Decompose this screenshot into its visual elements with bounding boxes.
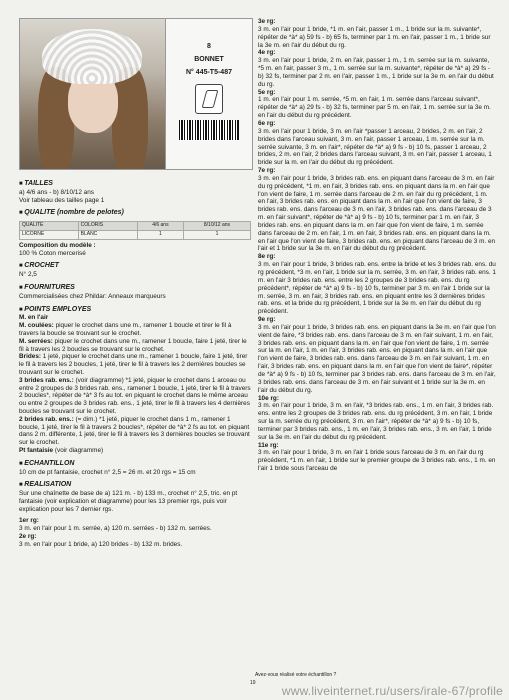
stitch-text: (voir diagramme): [53, 446, 104, 454]
stitch-entry: [19, 338, 251, 354]
stitch-entry: [19, 322, 251, 338]
row-text: 3 m. en l'air pour 1 bride, a) 120 brides - b) 132 m. brides.: [19, 540, 183, 548]
tailles-line: Voir tableau des tailles page 1: [19, 196, 105, 204]
row-label: 6e rg:: [258, 119, 276, 127]
row-label: 11e rg:: [258, 441, 279, 449]
table-cell: COLORIS: [78, 222, 137, 231]
pattern-info-box: [165, 18, 253, 170]
table-cell: 1: [183, 230, 250, 239]
stitch-entry: [19, 353, 251, 376]
row-text: 3 m. en l'air pour 1 bride, *1 m. en l'air, passer 1 m., 1 bride sur la m. suivante*, répéter de *à* a) 59 fs - b) 65 fs, terminer par 1 m. en l'air, passer 1 m., 1 bride sur la 3e m. en l'air du début du rg.: [258, 25, 491, 49]
page-number: 19: [250, 680, 256, 686]
row-label: 5e rg:: [258, 88, 276, 96]
section-realisation: ■ REALISATION: [19, 481, 251, 490]
stitch-text: piquer le crochet dans une m., ramener 1 boucle, faire 1 jeté, tirer le fil à travers les 2 boucles se trouvant sur le crochet.: [19, 337, 247, 353]
realisation-text: Sur une chaînette de base de a) 121 m. - b) 133 m., crochet n° 2,5, tric. en pt fantaisie (voir explication et diagramme) pour les 13 premier rgs, puis voir explication pour les 7 dernier rgs.: [19, 490, 238, 513]
table-row: [20, 230, 251, 239]
row-text: 3 m. en l'air pour 1 bride, 3 m. en l'air *passer 1 arceau, 2 brides, 2 m. en l'air, 2 brides dans l'arceau suivant, 3 m. en l'air, passer 1 arceau, 1 m. serrée sur la m. serrée suivante, 3 m. en l'air*, répéter de *à* a) 9 fs - b) 10 fs, passer 1 arceau, 2 brides, 2 m. en l'air, 2 brides dans l'arceau suivant, 3 m. en l'air, passer 1 arceau, 1 bride sur la m. en l'air du début du rg précédent.: [258, 127, 492, 167]
table-cell: 8/10/12 ans: [183, 222, 250, 231]
row-text: 3 m. en l'air pour 1 bride, 2 m. en l'air, passer 1 m., 1 m. serrée sur la m. suivante, *5 m. en l'air, passer 3 m., 1 m. serrée sur la m. suivante*, répéter de *à* a) 29 fs - b) 32 fs, terminer par 2 m. en l'air, passer 1 m., 1 bride sur la 3e m. en l'air du début du rg.: [258, 57, 494, 88]
stitch-text: (voir diagramme) *1 jeté, piquer le crochet dans 1 arceau ou entre 2 groupes de 3 brides rab. ens., ramener 1 boucle, 1 jeté, tirer le fil à travers 2 boucles*, répéter de *à* 3 fs au tot. en piquant le crochet dans le même arceau ou entre 2 groupes de 3 brides rab. ens., 1 jeté, tirer le fil à travers les 4 dernières boucles se trouvant sur le crochet.: [19, 376, 251, 415]
left-column: [19, 175, 251, 549]
section-echantillon: ■ ECHANTILLON: [19, 460, 251, 469]
row-instruction: [258, 167, 496, 253]
section-qualite: ■ QUALITE (nombre de pelotes): [19, 209, 251, 218]
footer-question: Avez-vous réalisé votre échantillon ?: [255, 672, 337, 678]
row-text: 1 m. en l'air pour 1 m. serrée, *5 m. en l'air, 1 m. serrée dans l'arceau suivant*, répéter de *à* a) 29 fs - b) 32 fs, terminer par 5 m. en l'air, 1 m. serrée sur la 3e m. en l'air du début du rg précédent.: [258, 96, 491, 120]
row-text: 3 m. en l'air pour 1 bride, 3 m. en l'air, *3 brides rab. ens., 1 m. en l'air, 3 brides rab. ens. entre les 2 groupes de 3 brides rab. ens. du rg précédent, 3 m. en l'air, 1 bride sur la m. serrée du rg précédent, 3 m. en l'air*, répéter de *à* a) 9 fs - b) 10 fs, terminer par 3 brides rab. ens., 1 m. en l'air, 3 brides rab. ens., 3 m. en l'air, 1 bride sur la 3e m. en l'air du début du rg précédent.: [258, 402, 494, 441]
stitch-name: M. coulées:: [19, 322, 54, 330]
model-photo: [19, 18, 167, 170]
echantillon-text: 10 cm de pt fantaisie, crochet n° 2,5 = 26 m. et 20 rgs = 15 cm: [19, 468, 196, 476]
yarn-quantity-table: [19, 221, 251, 240]
row-label: 3e rg:: [258, 18, 276, 25]
photo-hair-right: [112, 67, 148, 170]
row-instruction: [258, 442, 496, 473]
row-label: 8e rg:: [258, 253, 276, 261]
row-text: 3 m. en l'air pour 1 bride, 3 brides rab. ens. en piquant dans l'arceau de 3 m. en l'air du rg précédent, *1 m. en l'air, 3 brides rab. ens. en piquant dans la m. en l'air que l'on vient de faire, 1 m. serrée dans l'arceau de 2 m. en l'air du rg précédent, 1 m. en l'air, 3 brides rab. ens. en piquant dans la m. en l'air que l'on vient de faire, 3 brides rab. ens. dans l'arceau de 3 m. en l'air, 3 brides rab. ens. dans l'arceau de 3 m. en l'air suivant*, répéter de *à* a) 9 fs - b) 10 fs, terminer par 1 m. en l'air, 3 brides rab. ens. en piquant dans la m. en l'air que l'on vient de faire, 1 m. serrée dans l'arceau de 2 m. en l'air, 1 m. en l'air, 3 brides rab. ens. en piquant dans la m. en l'air que l'on vient de faire, 3 brides rab. ens. en piquant dans l'arceau de 3 m. en l'air et 1 bride sur la 3e m. en l'air du début du rg précédent.: [258, 174, 496, 253]
pattern-reference: N° 445-T5-487: [186, 69, 232, 76]
row-label: 1er rg:: [19, 517, 39, 525]
stitch-name: M. serrées:: [19, 337, 53, 345]
stitch-name: Brides:: [19, 353, 42, 361]
row-instruction: [258, 89, 496, 120]
stitch-text: 1 jeté, piquer le crochet dans une m., ramener 1 boucle, faire 1 jeté, tirer le fil à travers les 2 boucles, 1 jeté, tirer le fil à travers les 2 dernières boucles se trouvant sur le crochet.: [19, 353, 248, 376]
row-label: 4e rg:: [258, 49, 276, 57]
table-cell: 4/6 ans: [137, 222, 183, 231]
crochet-hook-icon: [195, 84, 223, 114]
row-text: 3 m. en l'air pour 1 bride, 3 brides rab. ens. en piquant dans la 3e m. en l'air que l'on vient de faire, *3 brides rab. ens. dans l'arceau de 3 m. en l'air suivant, 1 m. en l'air, 3 brides rab. ens. en piquant dans la m. en l'air que l'on vient de faire, 1 m. serrée sur la m. en l'air, 1 m. en l'air, 3 brides rab. ens. en piquant dans la m. en l'air que l'on vient de faire, 3 brides rab. ens. dans l'arceau de 3 m. en l'air suivant, 1 m. en l'air, 3 brides rab. ens. en piquant dans la m. en l'air que l'on vient de faire*, répéter de *à* a) 9 fs - b) 10 fs, terminer par 3 brides rab. ens. dans l'arceau de 3 m. en l'air, 3 brides rab. ens. dans l'arceau de 3 m. en l'air suivant et 1 bride sur la 3e m. en l'air du début du rg.: [258, 323, 496, 394]
row-text: 3 m. en l'air pour 1 m. serrée, a) 120 m. serrées - b) 132 m. serrées.: [19, 525, 212, 533]
row-label: 7e rg:: [258, 167, 276, 175]
stitch-entry: [19, 377, 251, 416]
section-crochet: ■ CROCHET: [19, 262, 251, 271]
stitch-name: Pt fantaisie: [19, 446, 54, 454]
row-instruction: [19, 517, 251, 533]
row-instruction: [258, 49, 496, 88]
row-instruction: [258, 253, 496, 316]
pattern-number: 8: [207, 43, 211, 50]
composition-title: Composition du modèle :: [19, 241, 96, 249]
table-cell: QUALITE: [20, 222, 79, 231]
stitch-text: (= dim.) *1 jeté, piquer le crochet dans 1 m., ramener 1 boucle, 1 jeté, tirer le fil à travers 2 boucles*, répéter de *à* 2 fs au tot. en piquant dans 2 m. différente, 1 jeté, tirer le fil à travers les 3 dernières boucles se trouvant sur le crochet.: [19, 415, 250, 447]
barcode-icon: [179, 120, 239, 140]
composition-text: 100 % Coton mercerisé: [19, 249, 86, 257]
row-instruction: [19, 533, 251, 549]
row-label: 10e rg:: [258, 394, 279, 402]
stitch-name: M. en l'air: [19, 314, 49, 322]
photo-bonnet: [42, 29, 142, 84]
row-instruction: [258, 18, 496, 49]
row-text: 3 m. en l'air pour 1 bride, 3 brides rab. ens. entre la bride et les 3 brides rab. ens. du rg précédent, *3 m. en l'air, 1 bride sur la m. serrée, 3 m. en l'air, 3 brides rab. ens. 1 m. en l'air 3 brides rab. ens. entre les 2 groupes de 3 brides rab. ens. du rg précédent*, répéter de *à* a) 9 fs - b) 10 fs, terminer par 3 m. en l'air 1 bride sur la m. serrée, 3 m. en l'air, 3 brides rab. ens. en piquant entre les 3 dernières brides rab. ens. et la bride du rg précédent, 1 bride sur la 3e m. en l'air du début du rg précédent.: [258, 261, 496, 316]
stitch-name: 3 brides rab. ens.:: [19, 376, 74, 384]
row-text: 3 m. en l'air pour 1 bride, 3 m. en l'air 1 bride sous l'arceau de 3 m. en l'air du rg précédent, *1 m. en l'air, 1 bride sur le premier groupe de 3 brides rab. ens., 1 m. en l'air 1 bride sous l'arceau de: [258, 449, 496, 473]
stitch-entry: [19, 447, 251, 455]
table-cell: BLANC: [78, 230, 137, 239]
row-instruction: [258, 316, 496, 394]
row-label: 9e rg:: [258, 316, 276, 324]
pattern-title: BONNET: [194, 56, 224, 63]
section-points: ■ POINTS EMPLOYES: [19, 306, 251, 315]
stitch-entry: [19, 314, 251, 322]
table-cell: 1: [137, 230, 183, 239]
right-column: [258, 18, 496, 473]
table-cell: LICORNE: [20, 230, 79, 239]
row-label: 2e rg:: [19, 533, 37, 541]
stitch-text: piquer le crochet dans une m., ramener 1 boucle et tirer le fil à travers la boucle se trouvant sur le crochet.: [19, 322, 232, 337]
row-instruction: [258, 395, 496, 442]
fournitures-text: Commercialisées chez Phildar: Anneaux marqueurs: [19, 292, 166, 300]
stitch-entry: [19, 416, 251, 447]
stitch-name: 2 brides rab. ens.:: [19, 415, 74, 423]
section-tailles: ■ TAILLES: [19, 180, 251, 189]
crochet-size: N° 2,5: [19, 271, 37, 279]
section-fournitures: ■ FOURNITURES: [19, 284, 251, 293]
row-instruction: [258, 120, 496, 167]
watermark: www.liveinternet.ru/users/irale-67/profile: [281, 684, 503, 698]
table-header-row: [20, 222, 251, 231]
tailles-line: a) 4/6 ans - b) 8/10/12 ans: [19, 188, 94, 196]
